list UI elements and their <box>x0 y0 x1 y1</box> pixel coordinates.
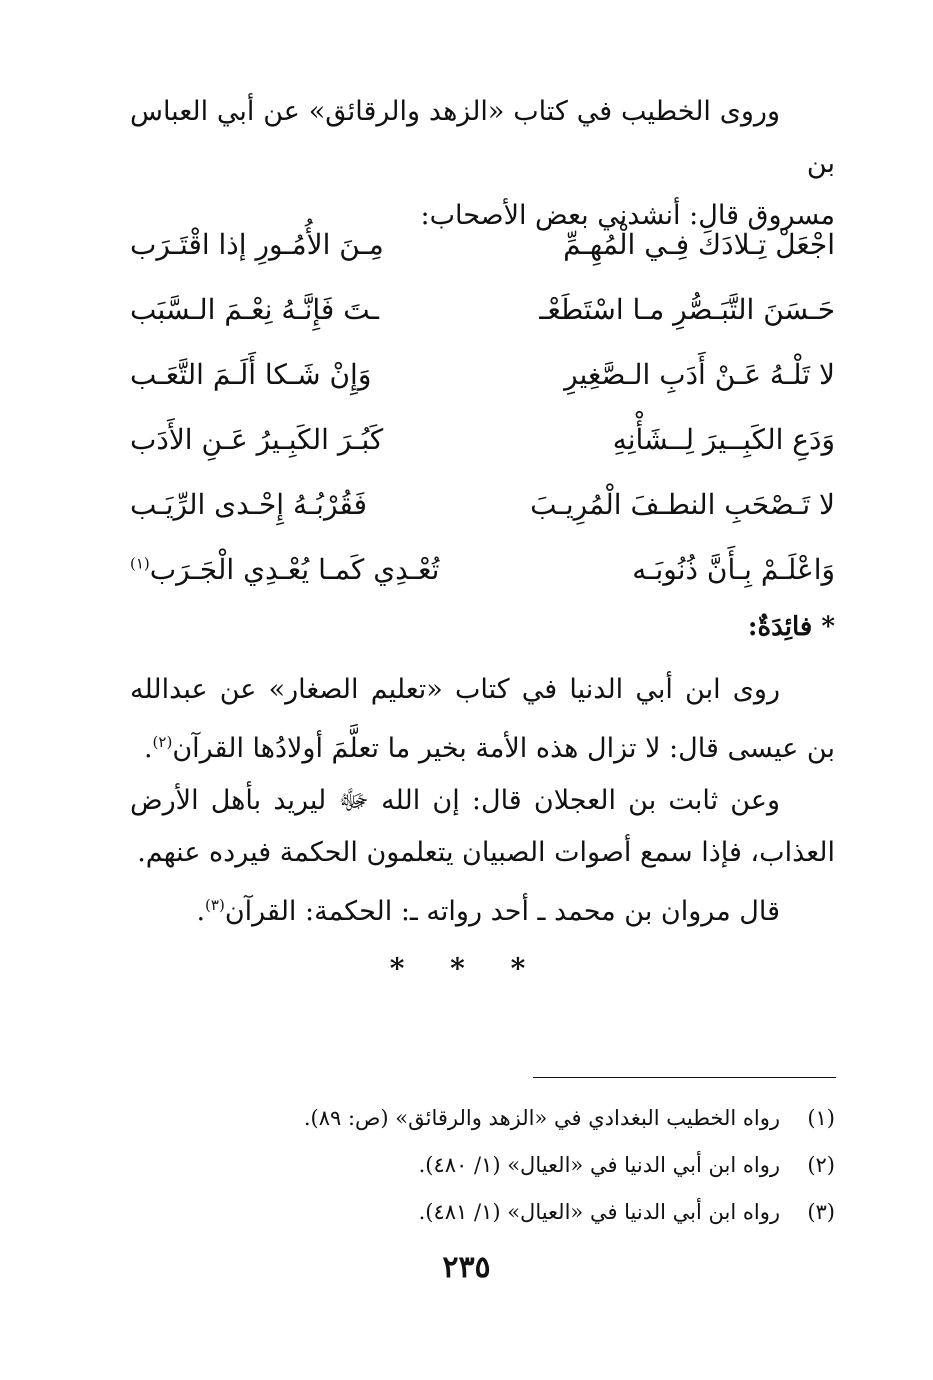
footnotes <box>235 1094 835 1235</box>
footnote-marker: (٣) <box>205 896 225 914</box>
verse-second-hemistich: مِـنَ الأُمُـورِ إذا اقْتَـرَب <box>130 228 384 261</box>
verse-second-hemistich: ـتَ فَإِنَّـهُ نِعْـمَ الـسَّبَب <box>130 293 379 326</box>
footnote-item <box>235 1094 835 1141</box>
verse-first-hemistich: لا تَـصْحَبِ النطـفَ الْمُرِيـبَ <box>530 488 835 521</box>
poem-verse <box>130 537 835 602</box>
verse-second-text: تُعْـدِي كَمـا يُعْـدِي الْجَـرَب <box>149 553 440 586</box>
benefit-section <box>130 664 835 938</box>
verse-first-hemistich: وَدَعِ الكَبِــيرَ لِــشَأْنِهِ <box>612 423 835 456</box>
page-number: ٢٣٥ <box>442 1250 491 1285</box>
poem-verse <box>130 407 835 472</box>
poem-verse <box>130 472 835 537</box>
poem-verse <box>130 212 835 277</box>
verse-second-hemistich: وَإِنْ شَـكا أَلَـمَ التَّعَـب <box>130 358 372 391</box>
intro-line-2: مسروق قال: أنشدني بعض الأصحاب: <box>420 200 835 231</box>
benefit-paragraph-1-text: روى ابن أبي الدنيا في كتاب «تعليم الصغار» عن عبدالله بن عيسى قال: لا تزال هذه الأمة بخير ما تعلَّمَ أولادُها القرآن <box>130 674 835 764</box>
verse-second-hemistich: كَبُـرَ الكَبِـيرُ عَـنِ الأَدَب <box>130 423 384 456</box>
verse-second-hemistich <box>130 553 445 586</box>
footnote-number: (١) <box>807 1105 835 1130</box>
section-separator: * * * <box>389 952 544 985</box>
intro-line-1: وروى الخطيب في كتاب «الزهد والرقائق» عن أبي العباس بن <box>130 96 835 179</box>
footnote-number: (٢) <box>807 1152 835 1177</box>
verse-first-hemistich: حَـسَنَ التَّبَـصُّرِ مـا اسْتَطَعْـ <box>539 293 835 326</box>
benefit-paragraph-2: وعن ثابت بن العجلان قال: إن الله ﷻ ليريد بأهل الأرض العذاب، فإذا سمع أصوات الصبيان يتعلمون الحكمة فيرده عنهم. <box>130 785 835 868</box>
footnote-marker: (٢) <box>152 733 173 751</box>
footnote-rule <box>533 1077 836 1078</box>
poem <box>130 212 835 602</box>
footnote-text: رواه ابن أبي الدنيا في «العيال» (١/ ٤٨١). <box>418 1199 780 1224</box>
benefit-paragraph-3: قال مروان بن محمد ـ أحد رواته ـ: الحكمة: القرآن$^{(٣)}$. <box>196 896 780 927</box>
footnote-number: (٣) <box>807 1199 835 1224</box>
verse-first-hemistich: اجْعَلْ تِـلادَكَ فِـي الْمُهِـمِّ <box>563 228 835 261</box>
footnote-item <box>235 1141 835 1188</box>
benefit-paragraph-3-text: قال مروان بن محمد ـ أحد رواته ـ: الحكمة: القرآن <box>224 896 780 927</box>
verse-second-hemistich: فَقُرْبُـهُ إِحْـدى الرِّيَـب <box>130 488 367 521</box>
footnote-text: رواه الخطيب البغدادي في «الزهد والرقائق» (ص: ٨٩). <box>303 1105 780 1130</box>
footnote-item <box>235 1188 835 1235</box>
verse-first-hemistich: وَاعْلَـمْ بِـأَنَّ ذُنُوبَـه <box>632 553 835 586</box>
poem-verse <box>130 277 835 342</box>
poem-verse <box>130 342 835 407</box>
footnote-marker: (١) <box>130 554 150 573</box>
footnote-text: رواه ابن أبي الدنيا في «العيال» (١/ ٤٨٠). <box>418 1152 780 1177</box>
benefit-paragraph-1: روى ابن أبي الدنيا في كتاب «تعليم الصغار» عن عبدالله بن عيسى قال: لا تزال هذه الأمة بخير ما تعلَّمَ أولادُها القرآن$^{(٢)}$. <box>130 674 835 764</box>
verse-first-hemistich: لا تَلْـهُ عَـنْ أَدَبِ الـصَّغِيرِ <box>564 358 835 391</box>
benefit-heading: * فائِدَةٌ: <box>747 612 835 642</box>
